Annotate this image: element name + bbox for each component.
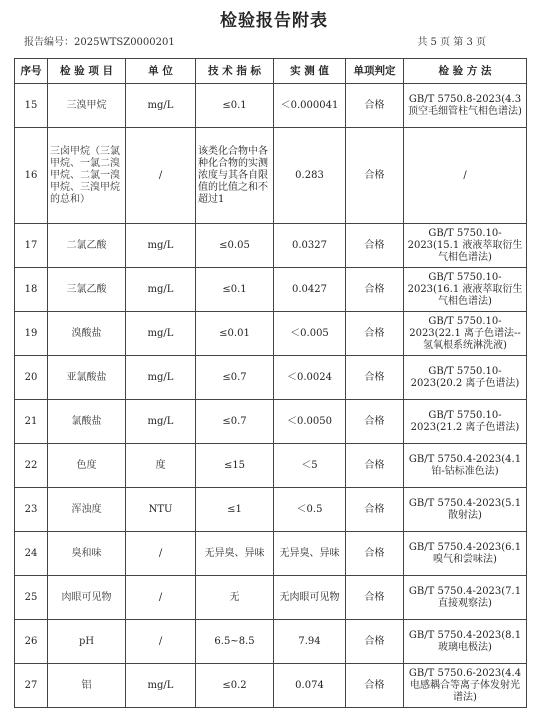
cell-method: GB/T 5750.10-2023(16.1 液液萃取衍生气相色谱法) [404, 268, 527, 312]
table-row [15, 84, 527, 128]
cell-no: 16 [15, 128, 48, 224]
cell-verdict: 合格 [346, 356, 404, 400]
cell-value: ＜0.0024 [274, 356, 346, 400]
cell-method: GB/T 5750.4-2023(5.1 散射法) [404, 488, 527, 532]
cell-value: 无肉眼可见物 [274, 576, 346, 620]
table-row [15, 532, 527, 576]
cell-verdict: 合格 [346, 268, 404, 312]
cell-unit: mg/L [126, 400, 196, 444]
cell-unit: 度 [126, 444, 196, 488]
cell-item: 色度 [48, 444, 126, 488]
cell-value: 7.94 [274, 620, 346, 664]
table-row [15, 620, 527, 664]
cell-method: GB/T 5750.8-2023(4.3 顶空毛细管柱气相色谱法) [404, 84, 527, 128]
cell-limit: ≤0.7 [196, 400, 274, 444]
cell-value: ＜0.5 [274, 488, 346, 532]
cell-limit: 该类化合物中各种化合物的实测浓度与其各自限值的比值之和不超过1 [196, 128, 274, 224]
cell-verdict: 合格 [346, 84, 404, 128]
cell-no: 21 [15, 400, 48, 444]
cell-verdict: 合格 [346, 128, 404, 224]
cell-unit: mg/L [126, 356, 196, 400]
cell-value: ＜0.000041 [274, 84, 346, 128]
cell-item: 臭和味 [48, 532, 126, 576]
cell-no: 25 [15, 576, 48, 620]
cell-value: 0.074 [274, 664, 346, 708]
cell-limit: ≤0.1 [196, 268, 274, 312]
cell-item: 浑浊度 [48, 488, 126, 532]
cell-limit: ≤0.7 [196, 356, 274, 400]
cell-unit: / [126, 576, 196, 620]
cell-unit: / [126, 620, 196, 664]
cell-unit: mg/L [126, 268, 196, 312]
cell-limit: ≤1 [196, 488, 274, 532]
col-header-method: 检 验 方 法 [404, 59, 527, 84]
cell-no: 22 [15, 444, 48, 488]
cell-method: GB/T 5750.4-2023(4.1 铂-钴标准色法) [404, 444, 527, 488]
cell-method: GB/T 5750.10-2023(22.1 离子色谱法--氢氧根系统淋洗液) [404, 312, 527, 356]
cell-unit: / [126, 532, 196, 576]
cell-item: 三溴甲烷 [48, 84, 126, 128]
cell-verdict: 合格 [346, 444, 404, 488]
cell-limit: 6.5~8.5 [196, 620, 274, 664]
cell-no: 23 [15, 488, 48, 532]
report-number: 报告编号：2025WTSZ0000201 [24, 37, 175, 48]
cell-verdict: 合格 [346, 664, 404, 708]
col-header-unit: 单 位 [126, 59, 196, 84]
cell-item: 三氯乙酸 [48, 268, 126, 312]
table-header-row [15, 59, 527, 84]
col-header-no: 序号 [15, 59, 48, 84]
cell-no: 17 [15, 224, 48, 268]
cell-value: 无异臭、异味 [274, 532, 346, 576]
cell-verdict: 合格 [346, 576, 404, 620]
cell-no: 27 [15, 664, 48, 708]
cell-item: 铝 [48, 664, 126, 708]
cell-value: ＜0.005 [274, 312, 346, 356]
cell-verdict: 合格 [346, 532, 404, 576]
table-row [15, 444, 527, 488]
cell-method: / [404, 128, 527, 224]
cell-unit: mg/L [126, 224, 196, 268]
cell-item: 溴酸盐 [48, 312, 126, 356]
cell-limit: ≤0.01 [196, 312, 274, 356]
cell-value: ＜5 [274, 444, 346, 488]
cell-method: GB/T 5750.4-2023(7.1 直接观察法) [404, 576, 527, 620]
cell-limit: 无 [196, 576, 274, 620]
cell-unit: NTU [126, 488, 196, 532]
table-row [15, 400, 527, 444]
col-header-verdict: 单项判定 [346, 59, 404, 84]
cell-method: GB/T 5750.10-2023(20.2 离子色谱法) [404, 356, 527, 400]
col-header-limit: 技 术 指 标 [196, 59, 274, 84]
cell-unit: mg/L [126, 312, 196, 356]
cell-method: GB/T 5750.4-2023(8.1 玻璃电极法) [404, 620, 527, 664]
cell-item: pH [48, 620, 126, 664]
cell-limit: ≤15 [196, 444, 274, 488]
cell-unit: / [126, 128, 196, 224]
cell-no: 20 [15, 356, 48, 400]
cell-limit: ≤0.05 [196, 224, 274, 268]
cell-method: GB/T 5750.4-2023(6.1 嗅气和尝味法) [404, 532, 527, 576]
cell-verdict: 合格 [346, 312, 404, 356]
cell-no: 18 [15, 268, 48, 312]
table-row [15, 312, 527, 356]
col-header-item: 检 验 项 目 [48, 59, 126, 84]
cell-limit: 无异臭、异味 [196, 532, 274, 576]
col-header-value: 实 测 值 [274, 59, 346, 84]
cell-value: ＜0.0050 [274, 400, 346, 444]
inspection-table [14, 58, 527, 708]
cell-item: 肉眼可见物 [48, 576, 126, 620]
table-row [15, 664, 527, 708]
cell-no: 26 [15, 620, 48, 664]
table-row [15, 268, 527, 312]
cell-verdict: 合格 [346, 400, 404, 444]
cell-limit: ≤0.2 [196, 664, 274, 708]
table-row [15, 576, 527, 620]
cell-method: GB/T 5750.10-2023(21.2 离子色谱法) [404, 400, 527, 444]
cell-limit: ≤0.1 [196, 84, 274, 128]
cell-verdict: 合格 [346, 488, 404, 532]
cell-no: 24 [15, 532, 48, 576]
cell-no: 19 [15, 312, 48, 356]
cell-value: 0.283 [274, 128, 346, 224]
cell-item: 二氯乙酸 [48, 224, 126, 268]
cell-method: GB/T 5750.6-2023(4.4 电感耦合等离子体发射光谱法) [404, 664, 527, 708]
table-row [15, 488, 527, 532]
cell-unit: mg/L [126, 664, 196, 708]
table-row [15, 356, 527, 400]
cell-value: 0.0427 [274, 268, 346, 312]
cell-value: 0.0327 [274, 224, 346, 268]
table-row [15, 224, 527, 268]
cell-item: 亚氯酸盐 [48, 356, 126, 400]
cell-verdict: 合格 [346, 620, 404, 664]
cell-verdict: 合格 [346, 224, 404, 268]
page-count: 共 5 页 第 3 页 [417, 37, 486, 48]
cell-no: 15 [15, 84, 48, 128]
table-row [15, 128, 527, 224]
cell-item: 三卤甲烷（三氯甲烷、一氯二溴甲烷、二氯一溴甲烷、三溴甲烷的总和） [48, 128, 126, 224]
page-title: 检验报告附表 [220, 11, 328, 31]
cell-method: GB/T 5750.10-2023(15.1 液液萃取衍生气相色谱法) [404, 224, 527, 268]
cell-unit: mg/L [126, 84, 196, 128]
cell-item: 氯酸盐 [48, 400, 126, 444]
